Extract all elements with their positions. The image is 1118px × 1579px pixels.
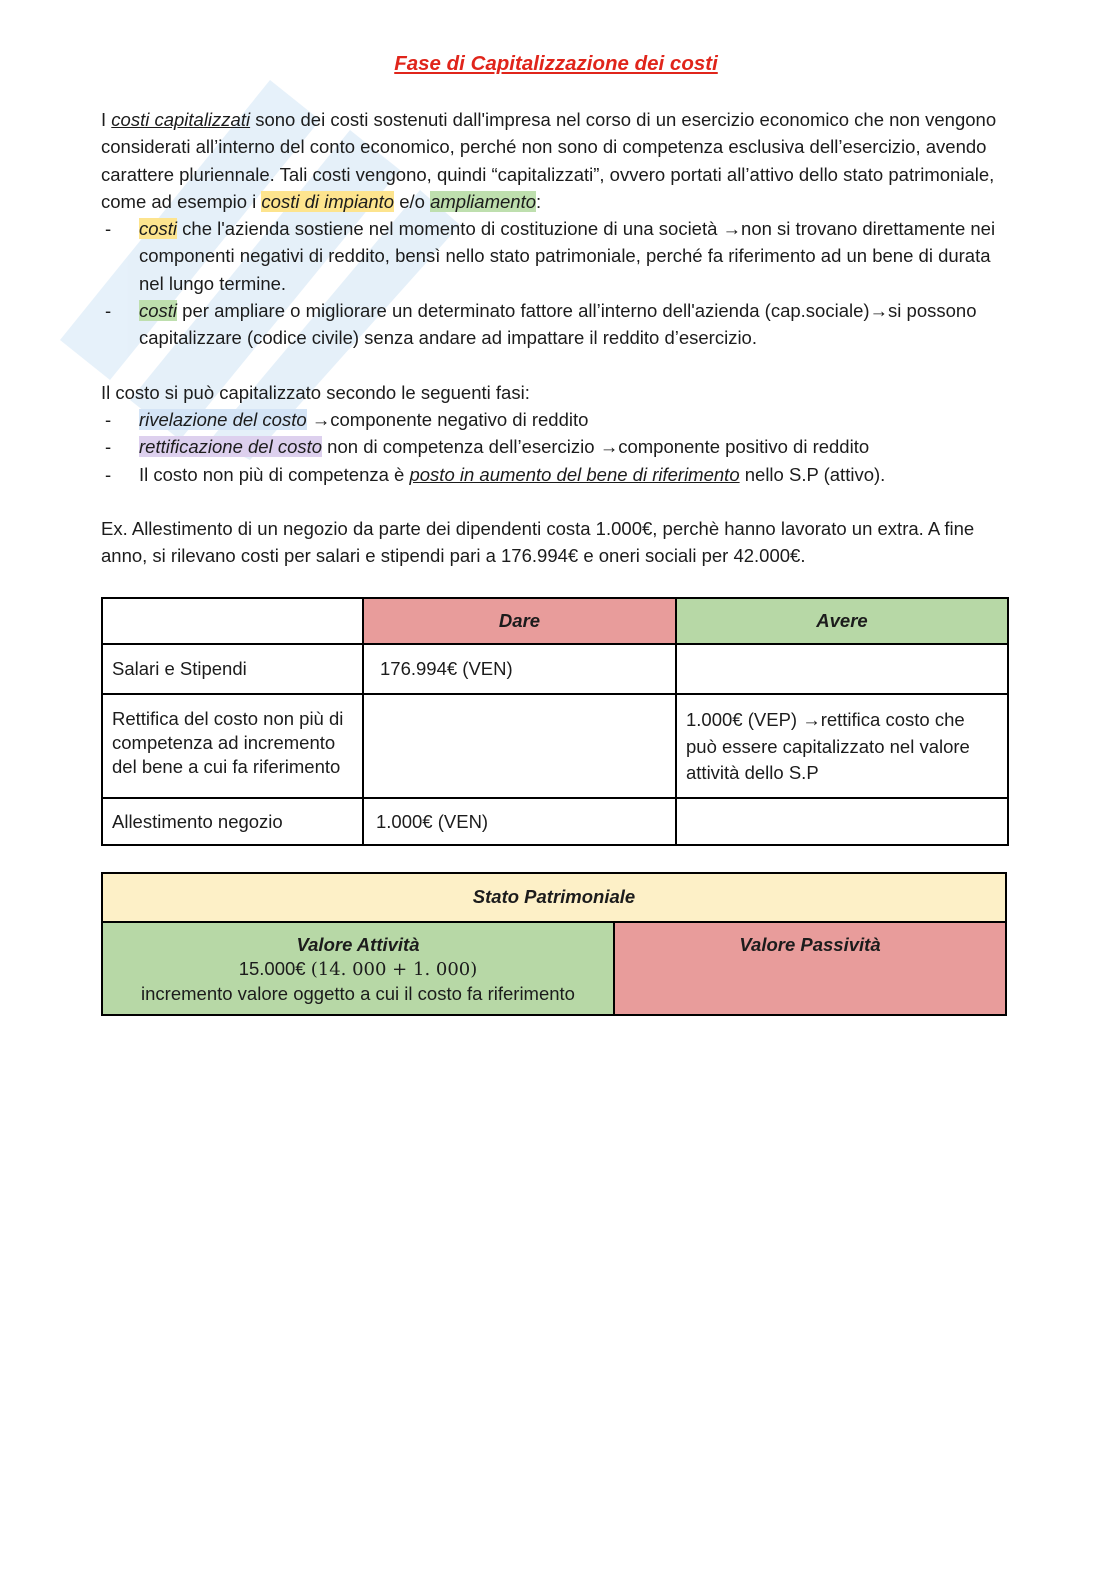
- phases-intro: Il costo si può capitalizzato secondo le seguenti fasi:: [101, 381, 530, 403]
- row-label: Allestimento negozio: [102, 798, 363, 845]
- example-paragraph: Ex. Allestimento di un negozio da parte dei dipendenti costa 1.000€, perchè hanno lavorato un extra. A fine anno, si rilevano costi per salari e stipendi pari a 176.994€ e oneri sociali per 42.000€.: [101, 517, 975, 567]
- list-item: - costi per ampliare o migliorare un determinato fattore all’interno dell'azienda (cap.sociale)→si possono capitalizzare (codice civile) senza andare ad impattare il reddito d’esercizio.: [101, 297, 1011, 352]
- valore-attivita-title: Valore Attività: [296, 933, 420, 955]
- list-item: - costi che l'azienda sostiene nel momento di costituzione di una società →non si trovano direttamente nei componenti negativi di reddito, bensì nello stato patrimoniale, perché fa riferimento ad un bene di durata nel lungo termine.: [101, 215, 1011, 297]
- table-row: [102, 694, 1008, 798]
- row-dare: 1.000€ (VEN): [363, 798, 676, 845]
- phases-list: [101, 406, 1011, 488]
- table-row: [102, 798, 1008, 845]
- row-avere: 1.000€ (VEP) →rettifica costo che può essere capitalizzato nel valore attività dello S.P: [676, 694, 1008, 798]
- list-item: - rettificazione del costo non di competenza dell’esercizio →componente positivo di reddito: [101, 433, 1011, 460]
- term-costi-impianto: costi di impianto: [261, 190, 395, 212]
- header-avere: Avere: [676, 598, 1008, 644]
- header-blank: [102, 598, 363, 644]
- valore-attivita-cell: [102, 922, 614, 1015]
- stato-patrimoniale-table: [101, 872, 1007, 1016]
- list-item: - Il costo non più di competenza è posto in aumento del bene di riferimento nello S.P (attivo).: [101, 461, 1011, 488]
- cost-types-list: [101, 215, 1011, 351]
- valore-attivita-description: incremento valore oggetto a cui il costo fa riferimento: [141, 982, 575, 1004]
- term-ampliamento: ampliamento: [430, 190, 536, 212]
- header-dare: Dare: [363, 598, 676, 644]
- table-header-row: [102, 598, 1008, 644]
- valore-passivita-cell: [614, 922, 1006, 1015]
- valore-attivita-amount: 15.000€ (14. 000 + 1. 000): [238, 957, 478, 980]
- table-row: [102, 644, 1008, 694]
- row-label: Rettifica del costo non più di competenza ad incremento del bene a cui fa riferimento: [102, 694, 363, 798]
- stato-patrimoniale-title: Stato Patrimoniale: [102, 873, 1006, 922]
- row-avere: [676, 798, 1008, 845]
- document-page: [101, 52, 1011, 1016]
- intro-paragraph: I costi capitalizzati sono dei costi sostenuti dall'impresa nel corso di un esercizio economico che non vengono considerati all’interno del conto economico, perché non sono di competenza esclusiva dell’esercizio, avendo carattere pluriennale. Tali costi vengono, quindi “capitalizzati”, ovvero portati all’attivo dello stato patrimoniale, come ad esempio i costi di impianto e/o ampliamento:: [101, 109, 997, 212]
- list-item: - rivelazione del costo →componente negativo di reddito: [101, 406, 1011, 433]
- journal-table: [101, 597, 1009, 846]
- term-costi-capitalizzati: costi capitalizzati: [111, 109, 251, 130]
- row-label: Salari e Stipendi: [102, 644, 363, 694]
- row-avere: [676, 644, 1008, 694]
- row-dare: [363, 694, 676, 798]
- valore-passivita-title: Valore Passività: [739, 933, 881, 955]
- document-title: Fase di Capitalizzazione dei costi: [394, 52, 718, 75]
- row-dare: 176.994€ (VEN): [363, 644, 676, 694]
